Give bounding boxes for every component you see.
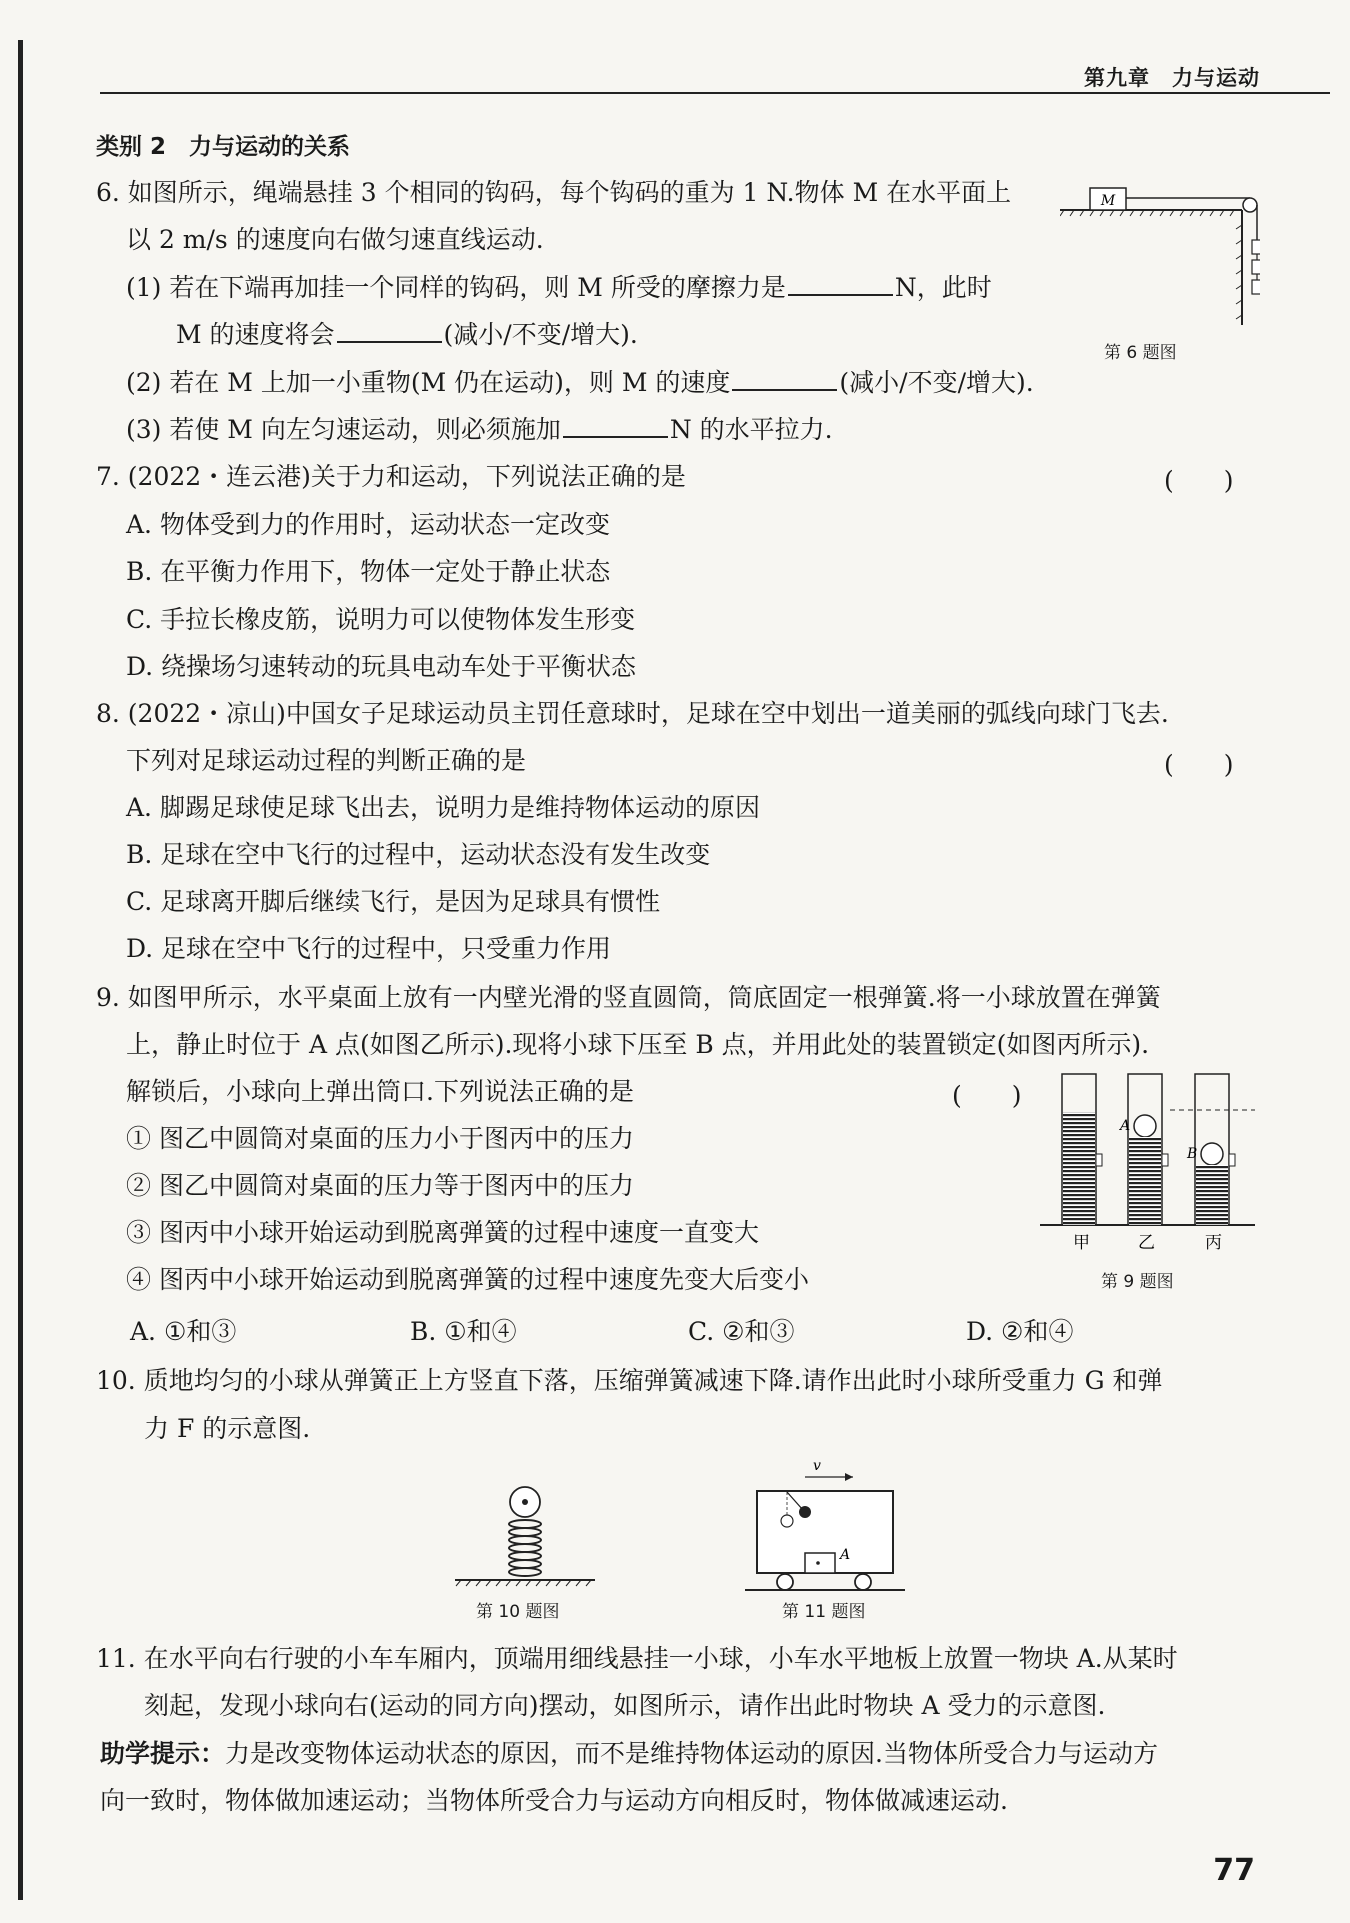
q6-stem-line1: 6. 如图所示，绳端悬挂 3 个相同的钩码，每个钩码的重为 1 N.物体 M 在水平面上 xyxy=(96,178,1012,207)
q8-option-a: A. 脚踢足球使足球飞出去，说明力是维持物体运动的原因 xyxy=(126,793,760,822)
q9-stem-line3: 解锁后，小球向上弹出筒口.下列说法正确的是 xyxy=(126,1077,634,1106)
q9-answer-paren[interactable]: ( ) xyxy=(952,1081,1022,1110)
q6-part2: (2) 若在 M 上加一小重物(M 仍在运动)，则 M 的速度 (减小/不变/增大). xyxy=(126,368,1034,397)
q9-option-b: B. ①和④ xyxy=(410,1317,517,1346)
q10-figure xyxy=(455,1480,595,1595)
q6-blank-1[interactable] xyxy=(788,272,893,296)
q9-statement-3: ③ 图丙中小球开始运动到脱离弹簧的过程中速度一直变大 xyxy=(126,1218,759,1247)
q8-answer-paren[interactable]: ( ) xyxy=(1164,750,1234,779)
q9-option-a: A. ①和③ xyxy=(130,1317,237,1346)
q6-blank-2[interactable] xyxy=(337,319,442,343)
study-hint-line2: 向一致时，物体做加速运动；当物体所受合力与运动方向相反时，物体做减速运动. xyxy=(100,1786,1008,1815)
q9-option-d: D. ②和④ xyxy=(966,1317,1074,1346)
study-hint-label: 助学提示： xyxy=(100,1739,226,1768)
q8-stem-line1: 8. (2022・凉山)中国女子足球运动员主罚任意球时，足球在空中划出一道美丽的弧线向球门飞去. xyxy=(96,699,1169,728)
section-title: 类别 2 力与运动的关系 xyxy=(96,134,351,160)
q9-stem-line2: 上，静止时位于 A 点(如图乙所示).现将小球下压至 B 点，并用此处的装置锁定(如图丙所示). xyxy=(126,1030,1150,1059)
svg-text:A: A xyxy=(1120,1118,1131,1134)
q8-option-d: D. 足球在空中飞行的过程中，只受重力作用 xyxy=(126,934,612,963)
q11-stem-line1: 11. 在水平向右行驶的小车车厢内，顶端用细线悬挂一小球，小车水平地板上放置一物块 A.从某时 xyxy=(96,1644,1178,1673)
q10-stem-line1: 10. 质地均匀的小球从弹簧正上方竖直下落，压缩弹簧减速下降.请作出此时小球所受重力 G 和弹 xyxy=(96,1366,1163,1395)
q11-stem-line2: 刻起，发现小球向右(运动的同方向)摆动，如图所示，请作出此时物块 A 受力的示意图. xyxy=(144,1691,1106,1720)
svg-text:v: v xyxy=(813,1458,821,1474)
q9-caption: 第 9 题图 xyxy=(1101,1272,1174,1292)
q10-caption: 第 10 题图 xyxy=(476,1602,560,1622)
q6-part1-line1: (1) 若在下端再加挂一个同样的钩码，则 M 所受的摩擦力是 N，此时 xyxy=(126,273,992,302)
study-hint-line1: 助学提示：力是改变物体运动状态的原因，而不是维持物体运动的原因.当物体所受合力与运动方 xyxy=(100,1739,1158,1768)
chapter-header: 第九章 力与运动 xyxy=(1084,66,1260,90)
q7-option-d: D. 绕操场匀速转动的玩具电动车处于平衡状态 xyxy=(126,652,637,681)
binding-edge xyxy=(18,40,23,1900)
q6-caption: 第 6 题图 xyxy=(1104,343,1177,363)
q7-stem: 7. (2022・连云港)关于力和运动，下列说法正确的是 xyxy=(96,462,686,491)
q6-blank-4[interactable] xyxy=(563,414,668,438)
q8-option-b: B. 足球在空中飞行的过程中，运动状态没有发生改变 xyxy=(126,840,711,869)
svg-text:乙: 乙 xyxy=(1138,1233,1155,1253)
q11-caption: 第 11 题图 xyxy=(782,1602,866,1622)
q9-figure xyxy=(1040,1070,1255,1260)
header-rule xyxy=(100,92,1330,94)
svg-text:M: M xyxy=(1100,193,1116,209)
q7-option-c: C. 手拉长橡皮筋，说明力可以使物体发生形变 xyxy=(126,605,636,634)
q9-option-c: C. ②和③ xyxy=(688,1317,795,1346)
svg-text:A: A xyxy=(840,1547,851,1563)
q6-part3: (3) 若使 M 向左匀速运动，则必须施加 N 的水平拉力. xyxy=(126,415,833,444)
q7-option-b: B. 在平衡力作用下，物体一定处于静止状态 xyxy=(126,557,611,586)
q8-stem-line2: 下列对足球运动过程的判断正确的是 xyxy=(126,746,527,775)
q11-figure xyxy=(745,1455,905,1595)
q6-blank-3[interactable] xyxy=(732,367,837,391)
q9-stem-line1: 9. 如图甲所示，水平桌面上放有一内壁光滑的竖直圆筒，筒底固定一根弹簧.将一小球放置在弹簧 xyxy=(96,983,1161,1012)
q9-statement-2: ② 图乙中圆筒对桌面的压力等于图丙中的压力 xyxy=(126,1171,634,1200)
q9-statement-1: ① 图乙中圆筒对桌面的压力小于图丙中的压力 xyxy=(126,1124,634,1153)
svg-text:B: B xyxy=(1187,1146,1198,1162)
q7-option-a: A. 物体受到力的作用时，运动状态一定改变 xyxy=(126,510,610,539)
svg-text:丙: 丙 xyxy=(1205,1233,1222,1253)
q6-stem-line2: 以 2 m/s 的速度向右做匀速直线运动. xyxy=(126,225,544,254)
page-number: 77 xyxy=(1213,1853,1255,1888)
q6-part1-line2: M 的速度将会 (减小/不变/增大). xyxy=(176,320,638,349)
q7-answer-paren[interactable]: ( ) xyxy=(1164,466,1234,495)
q8-option-c: C. 足球离开脚后继续飞行，是因为足球具有惯性 xyxy=(126,887,661,916)
svg-text:甲: 甲 xyxy=(1073,1233,1090,1253)
q10-stem-line2: 力 F 的示意图. xyxy=(144,1414,311,1443)
q9-statement-4: ④ 图丙中小球开始运动到脱离弹簧的过程中速度先变大后变小 xyxy=(126,1265,809,1294)
q6-figure xyxy=(1060,180,1260,330)
